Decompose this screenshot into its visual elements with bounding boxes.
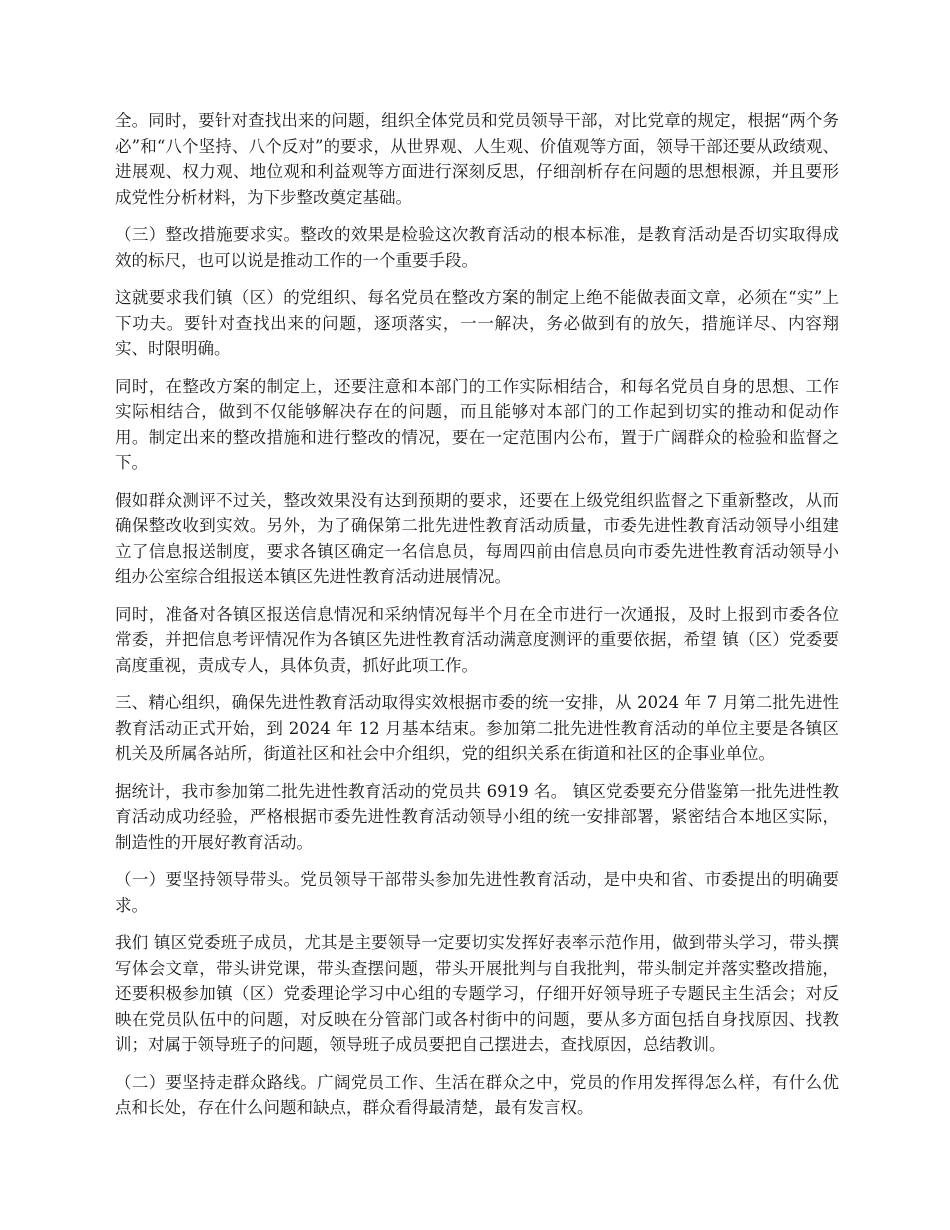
paragraph: 据统计，我市参加第二批先进性教育活动的党员共 6919 名。 镇区党委要充分借鉴第一批先进性教育活动成功经验，严格根据市委先进性教育活动领导小组的统一安排部署，紧密结合本地区实际，制造性的开展好教育活动。 xyxy=(115,781,839,852)
paragraph: 同时，在整改方案的制定上，还要注意和本部门的工作实际相结合，和每名党员自身的思想、工作实际相结合，做到不仅能够解决存在的问题，而且能够对本部门的工作起到切实的推动和促动作用。制定出来的整改措施和进行整改的情况，要在一定范围内公布，置于广阔群众的检验和监督之下。 xyxy=(115,376,839,472)
paragraph: （一）要坚持领导带头。党员领导干部带头参加先进性教育活动，是中央和省、市委提出的明确要求。 xyxy=(115,870,839,915)
paragraph: 这就要求我们镇（区）的党组织、每名党员在整改方案的制定上绝不能做表面文章，必须在“实”上下功夫。要针对查找出来的问题，逐项落实，一一解决，务必做到有的放矢，措施详尽、内容翔实、时限明确。 xyxy=(115,288,839,358)
paragraph: 三、精心组织，确保先进性教育活动取得实效根据市委的统一安排，从 2024 年 7 月第二批先进性教育活动正式开始，到 2024 年 12 月基本结束。参加第二批先进性教育活动的单位主要是各镇区机关及所属各站所，街道社区和社会中介组织，党的组织关系在街道和社区的企事业单位。 xyxy=(115,693,839,763)
paragraph: 全。同时，要针对查找出来的问题，组织全体党员和党员领导干部，对比党章的规定，根据“两个务必”和“八个坚持、八个反对”的要求，从世界观、人生观、价值观等方面，领导干部还要从政绩观、进展观、权力观、地位观和利益观等方面进行深刻反思，仔细剖析存在问题的思想根源，并且要形成党性分析材料，为下步整改奠定基础。 xyxy=(115,111,839,207)
paragraph: 假如群众测评不过关，整改效果没有达到预期的要求，还要在上级党组织监督之下重新整改，从而确保整改收到实效。另外，为了确保第二批先进性教育活动质量，市委先进性教育活动领导小组建立了信息报送制度，要求各镇区确定一名信息员，每周四前由信息员向市委先进性教育活动领导小组办公室综合组报送本镇区先进性教育活动进展情况。 xyxy=(115,490,839,586)
paragraph: （三）整改措施要求实。整改的效果是检验这次教育活动的根本标准，是教育活动是否切实取得成效的标尺，也可以说是推动工作的一个重要手段。 xyxy=(115,225,839,270)
paragraph: 同时，准备对各镇区报送信息情况和采纳情况每半个月在全市进行一次通报，及时上报到市委各位常委，并把信息考评情况作为各镇区先进性教育活动满意度测评的重要依据，希望 镇（区）党委要高度重视，责成专人，具体负责，抓好此项工作。 xyxy=(115,604,839,675)
paragraph: （二）要坚持走群众路线。广阔党员工作、生活在群众之中，党员的作用发挥得怎么样，有什么优点和长处，存在什么问题和缺点，群众看得最清楚，最有发言权。 xyxy=(115,1072,839,1117)
paragraph: 我们 镇区党委班子成员，尤其是主要领导一定要切实发挥好表率示范作用，做到带头学习，带头撰写体会文章，带头讲党课，带头查摆问题，带头开展批判与自我批判，带头制定并落实整改措施，还要积极参加镇（区）党委理论学习中心组的专题学习，仔细开好领导班子专题民主生活会；对反映在党员队伍中的问题，对反映在分管部门或各村街中的问题，要从多方面包括自身找原因、找教训；对属于领导班子的问题，领导班子成员要把自己摆进去，查找原因，总结教训。 xyxy=(115,933,839,1054)
document-body xyxy=(115,108,839,1133)
